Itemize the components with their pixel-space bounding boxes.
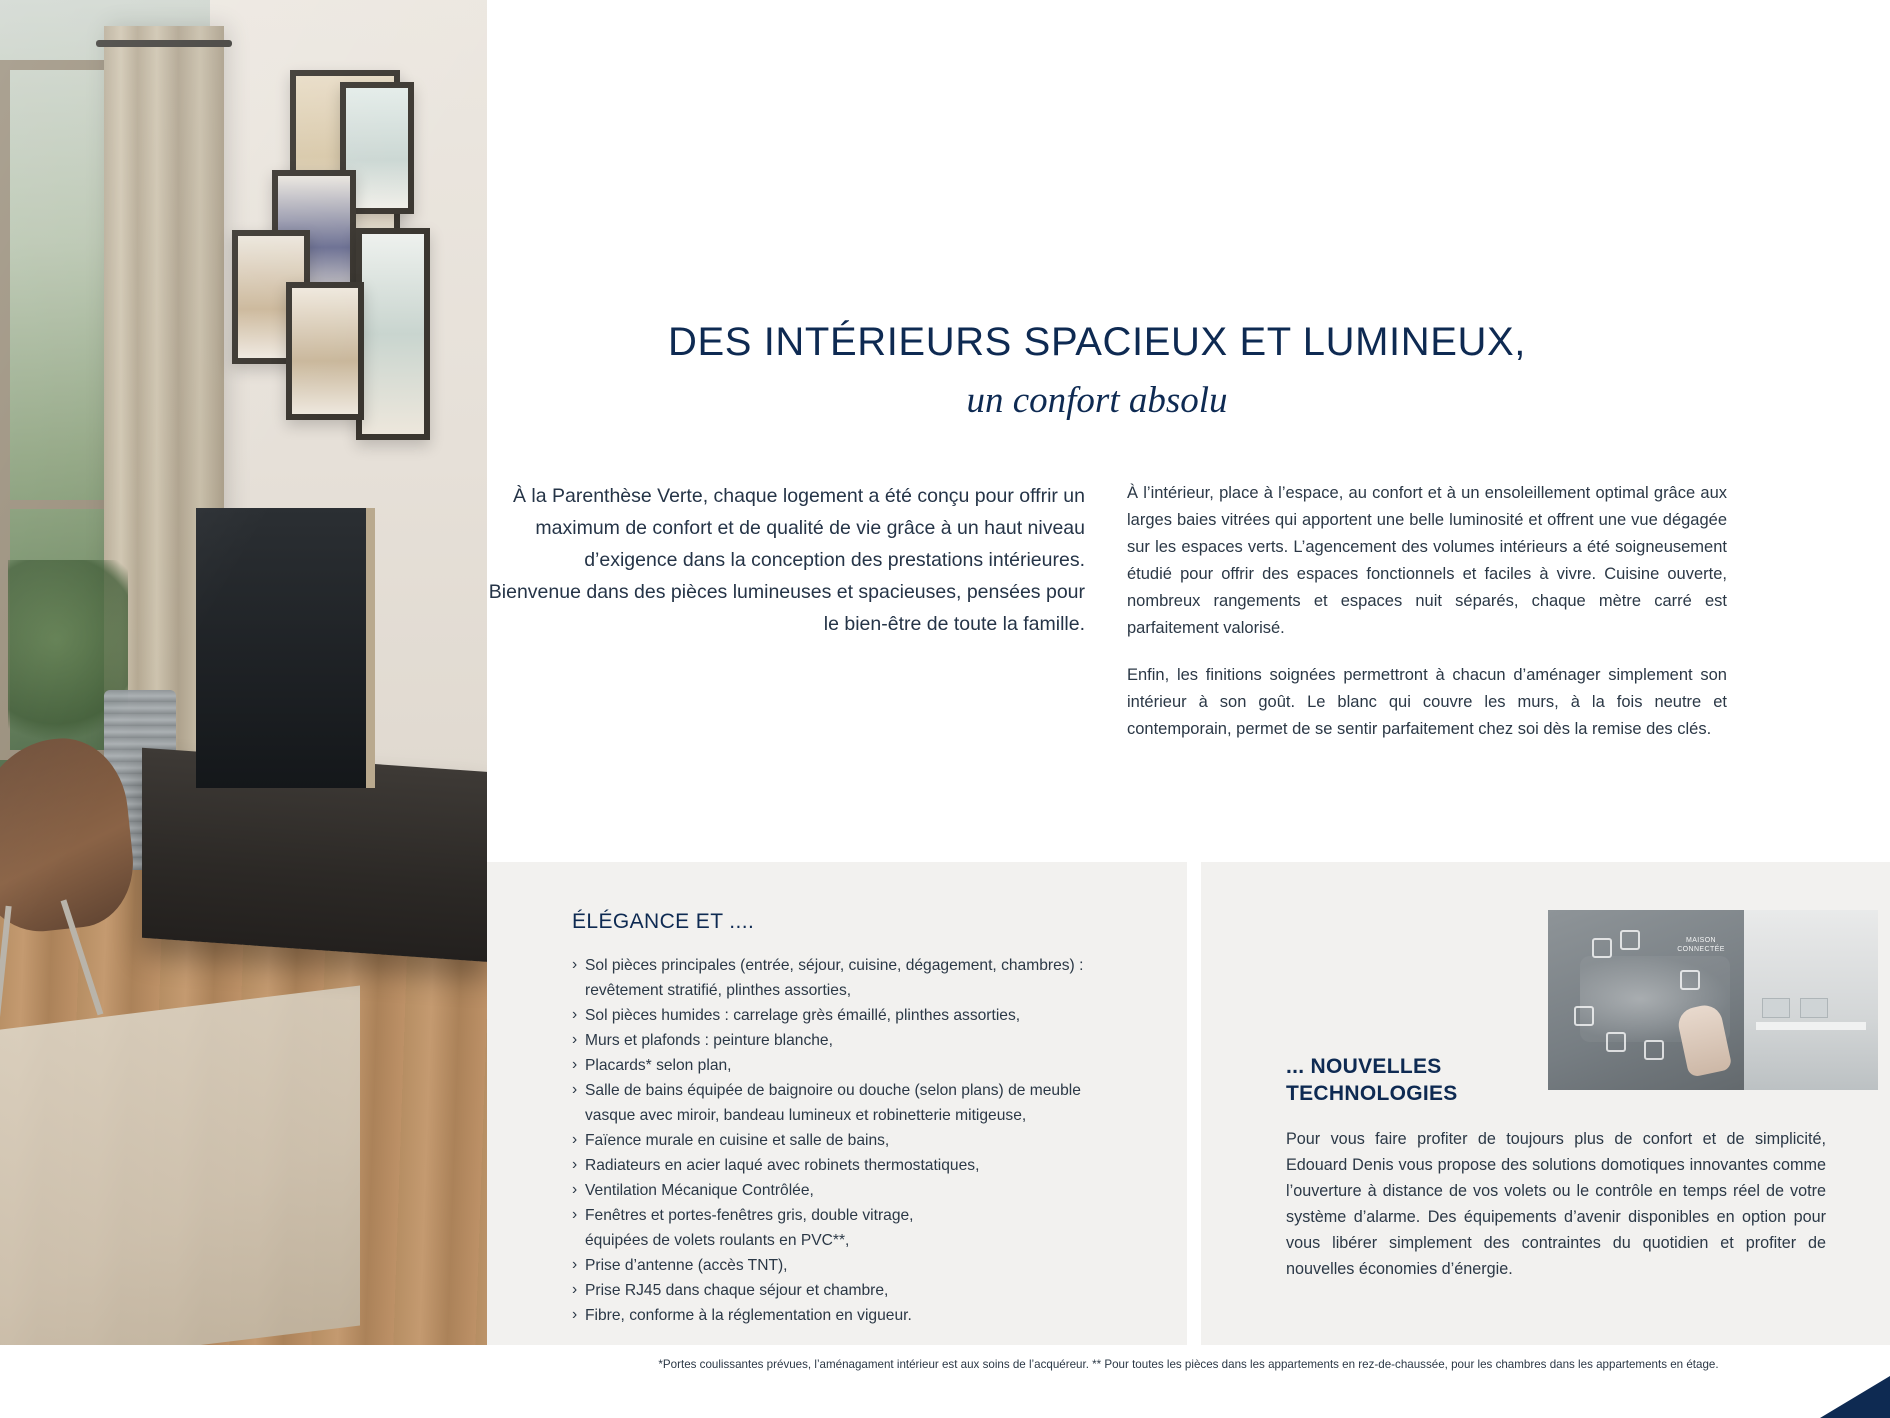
list-item — [572, 1304, 1152, 1329]
list-item-text: Sol pièces principales (entrée, séjour, cuisine, dégagement, chambres) : — [585, 957, 1084, 974]
photo-desk — [1756, 1022, 1866, 1030]
photo-monitor — [1800, 998, 1828, 1018]
intro-right-column — [1127, 480, 1727, 743]
list-item-continuation: équipées de volets roulants en PVC**, — [585, 1231, 850, 1249]
list-item-text: Radiateurs en acier laqué avec robinets thermostatiques, — [585, 1156, 980, 1174]
smart-home-photo — [1548, 910, 1878, 1090]
list-item — [572, 954, 1152, 1003]
photo-caption-text: MAISON CONNECTÉE — [1677, 937, 1725, 953]
thermostat-icon — [1680, 970, 1700, 990]
list-item-continuation: vasque avec miroir, bandeau lumineux et robinetterie mitigeuse, — [585, 1106, 1027, 1124]
list-item — [572, 1004, 1152, 1029]
interior-photo — [0, 0, 487, 1345]
house-icon — [1574, 1006, 1594, 1026]
corner-accent — [1820, 1376, 1890, 1418]
list-item — [572, 1279, 1152, 1304]
lock-icon — [1606, 1032, 1626, 1052]
wall-art-frame — [356, 228, 430, 440]
elegance-panel — [487, 862, 1187, 1345]
list-item-text: Placards* selon plan, — [585, 1056, 732, 1074]
technologies-text: Pour vous faire profiter de toujours plus de confort et de simplicité, Edouard Denis vous propose des solutions domotiques innovantes comme l’ouverture à distance de vos volets ou le contrôle en temps réel de votre système d’alarme. Des équipements d’avenir disponibles en option pour vous libérer simplement des contraintes du quotidien et profiter de nouvelles économies d’énergie. — [1286, 1130, 1826, 1278]
list-item — [572, 1029, 1152, 1054]
list-item — [572, 1054, 1152, 1079]
intro-columns — [487, 480, 1890, 743]
list-item — [572, 1154, 1152, 1179]
elegance-feature-list — [572, 954, 1152, 1328]
list-item — [572, 1079, 1152, 1128]
intro-right-paragraph-1: À l’intérieur, place à l’espace, au confort et à un ensoleillement optimal grâce aux larges baies vitrées qui apportent une belle luminosité et offrent une vue dégagée sur les espaces verts. L’agencement des volumes intérieurs a été soigneusement étudié pour offrir des espaces fonctionnels et faciles à vivre. Cuisine ouverte, nombreux rangements et espaces nuit séparés, chaque mètre carré est parfaitement valorisé. — [1127, 484, 1727, 637]
title-main: DES INTÉRIEURS SPACIEUX ET LUMINEUX, — [667, 320, 1527, 364]
list-item — [572, 1129, 1152, 1154]
page-title — [487, 320, 1707, 422]
list-item-text: Prise d’antenne (accès TNT), — [585, 1256, 788, 1274]
technologies-heading: ... NOUVELLES TECHNOLOGIES — [1286, 1055, 1458, 1106]
photo-monitor — [1762, 998, 1790, 1018]
tv-icon — [1644, 1040, 1664, 1060]
television — [196, 508, 375, 788]
intro-left-paragraph: À la Parenthèse Verte, chaque logement a été conçu pour offrir un maximum de confort et de qualité de vie grâce à un haut niveau d’exigence dans la conception des prestations intérieures. Bienvenue dans des pièces lumineuses et spacieuses, pensées pour le bien-être de toute la famille. — [488, 485, 1085, 635]
list-item-text: Murs et plafonds : peinture blanche, — [585, 1031, 833, 1049]
list-item-text: Prise RJ45 dans chaque séjour et chambre, — [585, 1281, 889, 1299]
list-item-text: Faïence murale en cuisine et salle de bains, — [585, 1131, 890, 1149]
page-content — [487, 0, 1890, 1418]
list-item-text: Salle de bains équipée de baignoire ou douche (selon plans) de meuble — [585, 1081, 1081, 1099]
wall-art-frame — [286, 282, 364, 420]
list-item — [572, 1204, 1152, 1253]
list-item-continuation: revêtement stratifié, plinthes assorties, — [585, 981, 852, 999]
title-subtitle: un confort absolu — [966, 380, 1228, 421]
list-item — [572, 1179, 1152, 1204]
faucet-icon — [1620, 930, 1640, 950]
intro-right-paragraph-2: Enfin, les finitions soignées permettront à chacun d’aménager simplement son intérieur à son goût. Le blanc qui couvre les murs, à la fois neutre et contemporain, permet de se sentir parfaitement chez soi dès la remise des clés. — [1127, 666, 1727, 738]
area-rug — [0, 985, 360, 1345]
lightbulb-icon — [1592, 938, 1612, 958]
curtain-rod — [96, 40, 232, 47]
list-item-text: Sol pièces humides : carrelage grès émaillé, plinthes assorties, — [585, 1006, 1021, 1024]
footnote: *Portes coulissantes prévues, l’aménagament intérieur est aux soins de l’acquéreur. ** Pour toutes les pièces dans les appartements en rez-de-chaussée, pour les chambres dans les appartements en étage. — [658, 1358, 1719, 1371]
list-item-text: Fenêtres et portes-fenêtres gris, double vitrage, — [585, 1206, 914, 1224]
list-item — [572, 1254, 1152, 1279]
list-item-text: Ventilation Mécanique Contrôlée, — [585, 1181, 814, 1199]
technologies-panel — [1201, 862, 1890, 1345]
elegance-heading: ÉLÉGANCE ET .... — [572, 910, 755, 933]
list-item-text: Fibre, conforme à la réglementation en vigueur. — [585, 1306, 912, 1324]
